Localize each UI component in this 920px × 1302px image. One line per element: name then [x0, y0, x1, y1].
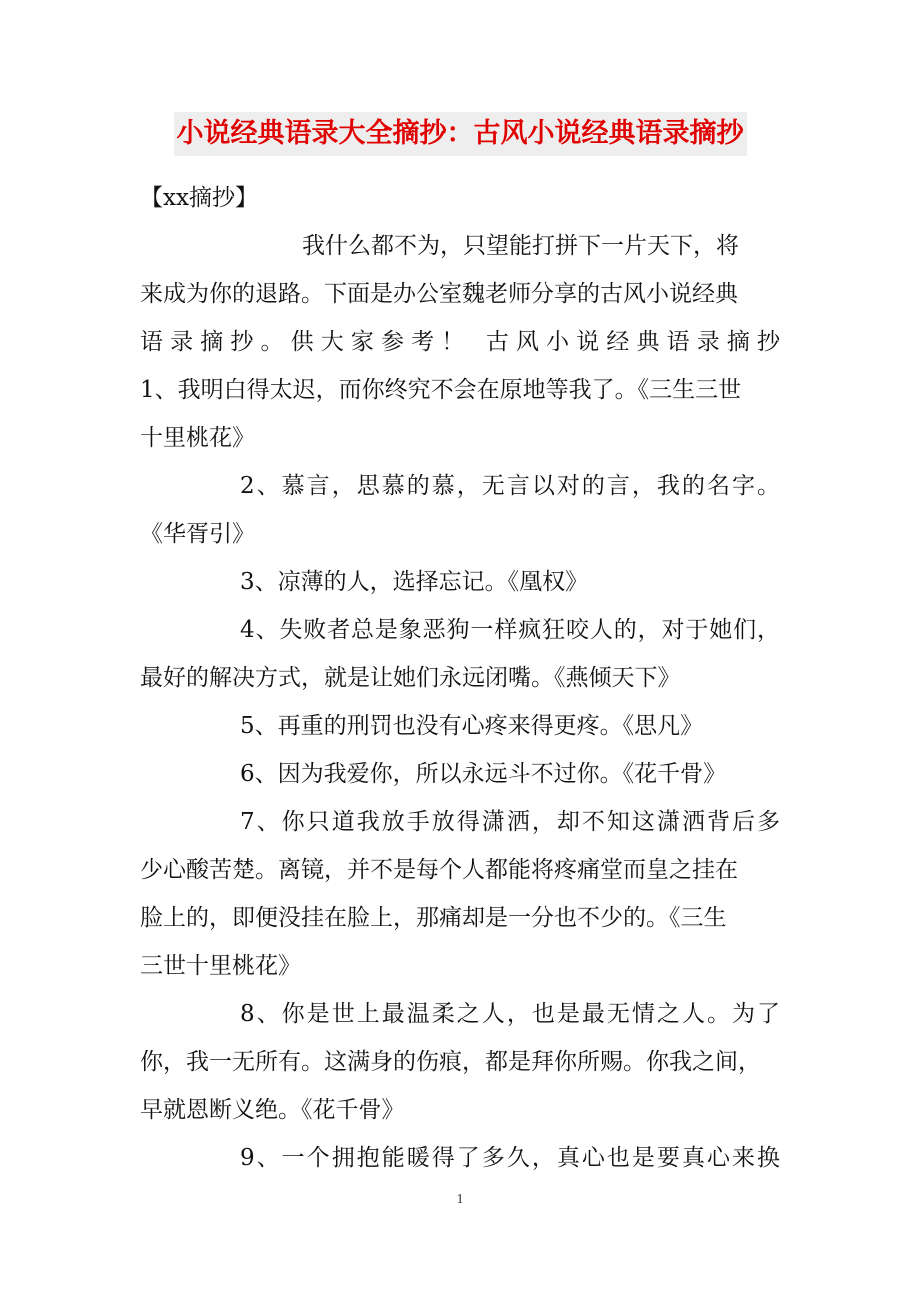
- body-line: 少心酸苦楚。离镜，并不是每个人都能将疼痛堂而皇之挂在: [140, 857, 738, 883]
- body-line: 最好的解决方式，就是让她们永远闭嘴。《燕倾天下》: [140, 665, 681, 691]
- body-line: 语录摘抄。供大家参考！ 古风小说经典语录摘抄: [140, 329, 780, 355]
- body-line: 4、失败者总是象恶狗一样疯狂咬人的，对于她们，: [240, 617, 780, 643]
- body-line: 7、你只道我放手放得潇洒，却不知这潇洒背后多: [240, 809, 780, 835]
- document-title: 小说经典语录大全摘抄：古风小说经典语录摘抄: [174, 112, 747, 156]
- body-line: 早就恩断义绝。《花千骨》: [140, 1097, 405, 1123]
- body-line: 十里桃花》: [140, 425, 255, 451]
- body-line: 3、凉薄的人，选择忘记。《凰权》: [240, 569, 589, 595]
- body-line: 8、你是世上最温柔之人，也是最无情之人。为了: [240, 1001, 780, 1027]
- body-line: 三世十里桃花》: [140, 953, 301, 979]
- title-container: [0, 112, 920, 156]
- body-line: 来成为你的退路。下面是办公室魏老师分享的古风小说经典: [140, 281, 738, 307]
- body-line: 5、再重的刑罚也没有心疼来得更疼。《思凡》: [240, 713, 704, 739]
- page-number: 1: [456, 1192, 464, 1207]
- body-line: 《华胥引》: [140, 521, 255, 547]
- body-line: 9、一个拥抱能暖得了多久，真心也是要真心来换: [240, 1145, 780, 1171]
- body-line: 2、慕言，思慕的慕，无言以对的言，我的名字。: [240, 473, 780, 499]
- section-label: 【xx摘抄】: [140, 185, 258, 211]
- body-line: 脸上的，即便没挂在脸上，那痛却是一分也不少的。《三生: [140, 905, 727, 931]
- body-line: 你，我一无所有。这满身的伤痕，都是拜你所赐。你我之间，: [140, 1049, 761, 1075]
- body-line: 6、因为我爱你，所以永远斗不过你。《花千骨》: [240, 761, 727, 787]
- body-line: 1、我明白得太迟，而你终究不会在原地等我了。《三生三世: [140, 377, 742, 403]
- body-line: 我什么都不为，只望能打拼下一片天下，将: [302, 233, 739, 259]
